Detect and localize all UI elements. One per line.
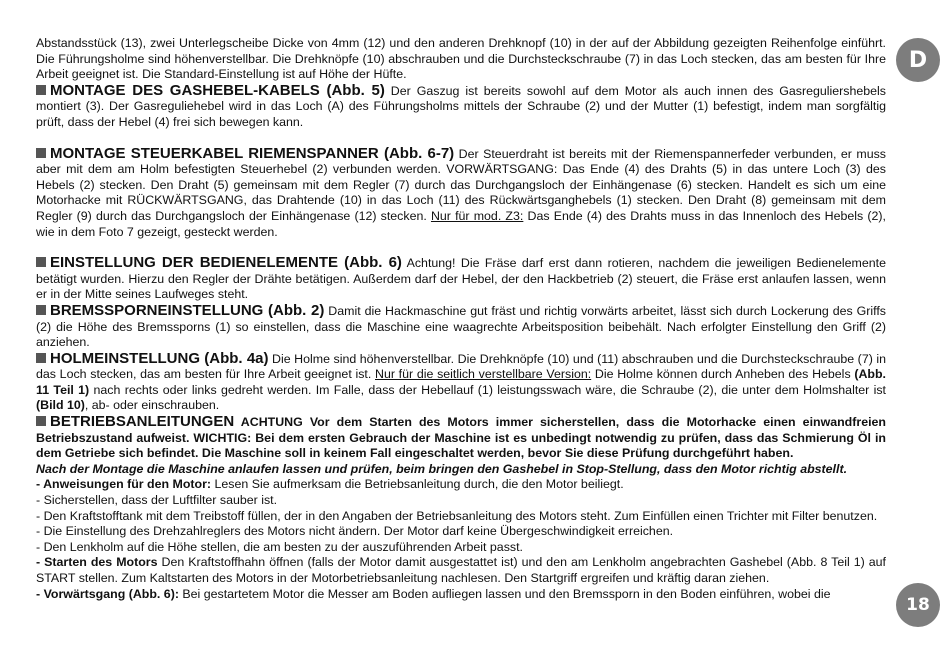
version-note: Nur für die seitlich verstellbare Version: (375, 367, 592, 382)
section-heading: MONTAGE DES GASHEBEL-KABELS (Abb. 5) (50, 81, 385, 99)
list-item: - Die Einstellung des Drehzahlreglers des Motors nicht ändern. Der Motor darf keine Übergeschwindigkeit erreichen. (36, 524, 674, 539)
section-controls-adjustment (36, 255, 886, 303)
list-item (36, 555, 886, 586)
list-item-label: - Vorwärtsgang (Abb. 6): (36, 586, 179, 601)
list-item-text: Lesen Sie aufmerksam die Betriebsanleitung durch, die den Motor beiliegt. (211, 477, 624, 492)
section-text: Der Steuerdraht ist bereits mit der Riemenspannerfeder verbunden, er muss aber mit dem am Holm befestigten Steuerhebel (2) verbunden werden. VORWÄRTSGANG: Das Ende (4) des Drahts (5) in das untere Loch (3) des Hebels (2) stecken. Den Draht (5) gemeinsam mit dem Regler (7) durch das Durchgangsloch der Einhängenase (6) stecken. Handelt es sich um eine Motorhacke mit RÜCKWÄRTSGANG, das Drahtende (10) in das Loch (11) des Rückwärtsganghebels (1) stecken. Den Draht (8) gemeinsam mit dem Regler (9) durch das Durchgangsloch der Einhängenase (12) stecken. (36, 146, 886, 223)
bullet-square-icon (36, 416, 46, 426)
list-item: - Sicherstellen, dass der Luftfilter sauber ist. (36, 493, 278, 508)
italic-warning: Nach der Montage die Maschine anlaufen lassen und prüfen, beim bringen den Gashebel in Stop-Stellung, dass den Motor richtig abstellt. (36, 461, 848, 476)
section-heading: BREMSSPORNEINSTELLUNG (Abb. 2) (50, 301, 325, 319)
section-control-cable (36, 146, 886, 241)
section-text: Die Holme können durch Anheben des Hebels (591, 367, 855, 382)
bullet-square-icon (36, 257, 46, 267)
bullet-square-icon (36, 85, 46, 95)
section-heading: BETRIEBSANLEITUNGEN (50, 413, 235, 431)
list-item (36, 587, 886, 603)
language-tab-badge: D (896, 38, 940, 82)
section-brake-spur (36, 303, 886, 351)
section-text: Damit die Hackmaschine gut fräst und richtig vorwärts arbeitet, lässt sich durch Lockerung des Griffs (2) die Höhe des Bremssporns (1) so einstellen, dass die Maschine eine waagrechte Arbeitsposition beibehält. Nach erfolgter Einstellung den Griff (2) anziehen. (36, 303, 886, 350)
section-handlebar-adjustment (36, 351, 886, 414)
section-text: , ab- oder einschrauben. (84, 398, 220, 413)
section-text: Das Ende (4) des Drahts muss in das Innenloch des Hebels (2), wie in dem Foto 7 gezeigt, gesteckt werden. (36, 208, 887, 239)
figure-ref: (Bild 10) (36, 398, 85, 413)
list-item-text: Den Kraftstoffhahn öffnen (falls der Motor damit ausgestattet ist) und den am Lenkholm angebrachten Gashebel (Abb. 8 Teil 1) auf START stellen. Zum Kaltstarten des Motors in der Motorbetriebsanleitung nachlesen. Den Startgriff ergreifen und kräftig daran ziehen. (36, 555, 886, 585)
bullet-square-icon (36, 148, 46, 158)
model-note: Nur für mod. Z3: (430, 208, 524, 223)
list-item-label: - Anweisungen für den Motor: (36, 477, 212, 492)
list-item-label: - Starten des Motors (36, 555, 158, 570)
section-heading: MONTAGE STEUERKABEL RIEMENSPANNER (Abb. 6-7) (50, 144, 455, 162)
section-text: Der Gaszug ist bereits sowohl auf dem Motor als auch innen des Gasreguliershebels montiert (3). Der Gasreguliehebel wird in das Loch (A) des Führungsholms mittels der Schraube (2) und der Mutter (1) befestigt, indem man sorgfältig prüft, dass der Hebel (4) frei sich bewegen kann. (36, 83, 887, 129)
page-number-badge: 18 (896, 583, 940, 627)
section-text: Achtung! Die Fräse darf erst dann rotieren, nachdem die jeweiligen Bedienelemente betätigt wurden. Hierzu den Regler der Drähte betätigen. Außerdem darf der Hebel, der den Hackbetrieb (2) steuert, die Fräse erst anlaufen lassen, wenn er in der Mitte seines Laufweges steht. (36, 256, 886, 302)
warning-text: ACHTUNG Vor dem Starten des Motors immer sicherstellen, dass die Motorhacke einen einwandfreien Betriebszustand aufweist. WICHTIG: Bei dem ersten Gebrauch der Maschine ist es unbedingt notwendig zu prüfen, dass das Schmierung Öl in dem Getriebe sich befindet. Die Maschine soll in keinem Fall eingeschaltet werden, bevor Sie diese Prüfung durchgeführt haben. (36, 415, 886, 461)
intro-paragraph: Abstandsstück (13), zwei Unterlegscheibe Dicke von 4mm (12) und den anderen Drehknopf (10) in der auf der Abbildung gezeigten Reihenfolge einführt. Die Führungsholme sind höhenverstellbar. Die Drehknöpfe (10) abschrauben und die Durchsteckschraube (7) in das Loch stecken, das am besten für Ihre Arbeit geeignet ist. Die Standard-Einstellung ist auf Höhe der Hüfte. (36, 36, 886, 82)
section-gas-cable (36, 83, 886, 131)
list-item: - Den Kraftstofftank mit dem Treibstoff füllen, der in den Angaben der Betriebsanleitung des Motors steht. Zum Einfüllen einen Trichter mit Filter benutzen. (36, 508, 878, 523)
figure-ref: (Abb. 11 Teil 1) (36, 367, 886, 397)
bullet-square-icon (36, 353, 46, 363)
section-text: Die Holme sind höhenverstellbar. Die Drehknöpfe (10) und (11) abschrauben und die Durchsteckschraube (7) in das Loch stecken, das am besten für Ihre Arbeit geeignet ist. (36, 351, 887, 382)
section-operating-instructions (36, 414, 886, 462)
list-item (36, 477, 886, 493)
section-text: nach rechts oder links gedreht werden. Im Falle, dass der Hebellauf (1) leistungsswach wäre, die Schraube (2), die unter dem Holmshalter ist (89, 382, 886, 397)
list-item: - Den Lenkholm auf die Höhe stellen, die am besten zu der auszuführenden Arbeit passt. (36, 539, 523, 554)
bullet-square-icon (36, 305, 46, 315)
list-item-text: Bei gestartetem Motor die Messer am Boden aufliegen lassen und den Bremssporn in den Boden einführen, wobei die (178, 586, 831, 601)
manual-page-body (36, 36, 886, 602)
section-heading: HOLMEINSTELLUNG (Abb. 4a) (50, 349, 269, 367)
section-heading: EINSTELLUNG DER BEDIENELEMENTE (Abb. 6) (50, 254, 402, 272)
